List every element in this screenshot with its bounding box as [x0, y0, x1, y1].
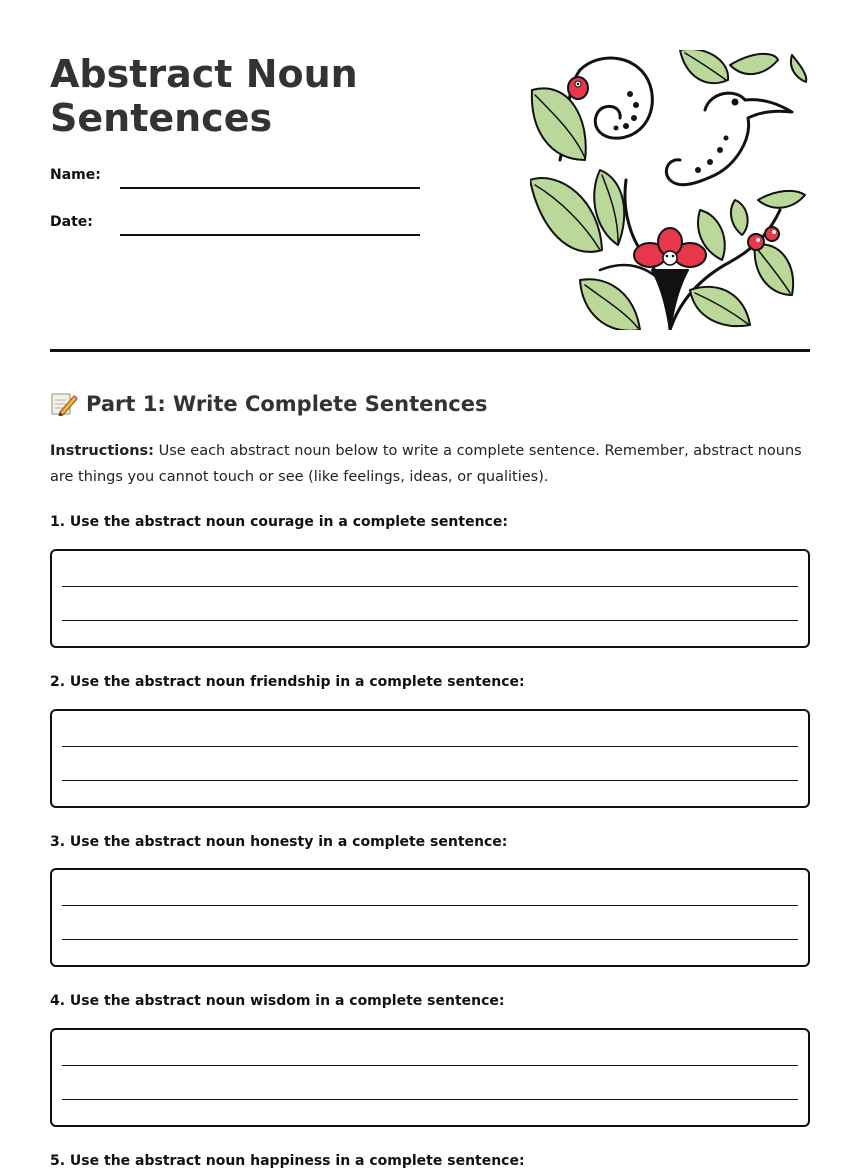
- date-underline[interactable]: [120, 234, 420, 236]
- question-5-label: 5. Use the abstract noun happiness in a complete sentence:: [50, 1153, 525, 1169]
- answer-line: [62, 1099, 798, 1100]
- question-3-label: 3. Use the abstract noun honesty in a complete sentence:: [50, 834, 508, 850]
- botanical-illustration: [530, 50, 810, 330]
- part1-heading: [50, 390, 488, 418]
- answer-line: [62, 905, 798, 906]
- worksheet-header: [50, 0, 810, 352]
- instructions: [50, 438, 810, 490]
- red-bug: [568, 77, 588, 99]
- instructions-label: Instructions:: [50, 443, 154, 459]
- answer-line: [62, 586, 798, 587]
- answer-line: [62, 1065, 798, 1066]
- answer-box-2[interactable]: [50, 709, 810, 808]
- question-2-label: 2. Use the abstract noun friendship in a complete sentence:: [50, 674, 525, 690]
- question-1-label: 1. Use the abstract noun courage in a complete sentence:: [50, 514, 508, 530]
- answer-line: [62, 746, 798, 747]
- title-line-1: Abstract Noun: [50, 52, 358, 96]
- date-field[interactable]: [50, 213, 420, 237]
- name-field[interactable]: [50, 166, 420, 190]
- answer-line: [62, 780, 798, 781]
- pencil-memo-icon: [50, 390, 78, 416]
- answer-line: [62, 939, 798, 940]
- header-divider: [50, 349, 810, 352]
- answer-box-3[interactable]: [50, 868, 810, 967]
- answer-line: [62, 620, 798, 621]
- answer-box-4[interactable]: [50, 1028, 810, 1127]
- page-title: [50, 52, 470, 140]
- instructions-text: Use each abstract noun below to write a complete sentence. Remember, abstract nouns are things you cannot touch or see (like feelings, ideas, or qualities).: [50, 443, 802, 485]
- date-label: Date:: [50, 214, 93, 230]
- name-label: Name:: [50, 167, 101, 183]
- title-line-2: Sentences: [50, 96, 273, 140]
- question-4-label: 4. Use the abstract noun wisdom in a complete sentence:: [50, 993, 505, 1009]
- name-underline[interactable]: [120, 187, 420, 189]
- part1-title: Part 1: Write Complete Sentences: [86, 392, 488, 416]
- worksheet-page: [50, 0, 810, 1169]
- answer-box-1[interactable]: [50, 549, 810, 648]
